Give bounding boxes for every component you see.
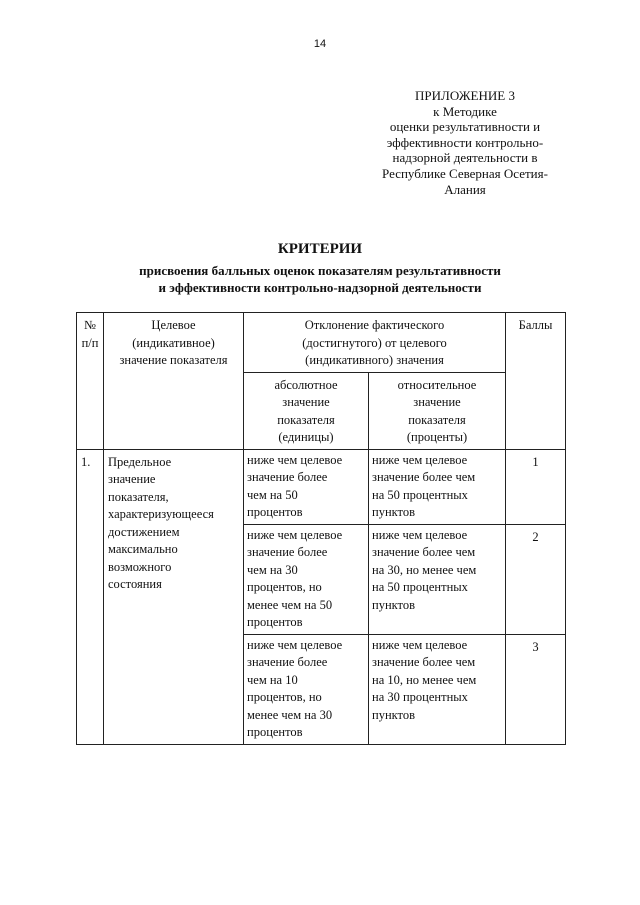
header-deviation: Отклонение фактического (достигнутого) от целевого (индикативного) значения xyxy=(244,313,506,373)
absolute-criterion: ниже чем целевое значение более чем на 30 процентов, но менее чем на 50 процентов xyxy=(244,524,369,634)
relative-criterion: ниже чем целевое значение более чем на 30, но менее чем на 50 процентных пунктов xyxy=(369,524,506,634)
indicator-cell: Предельное значение показателя, характеризующееся достижением максимально возможного состояния xyxy=(104,449,244,744)
absolute-criterion: ниже чем целевое значение более чем на 50 процентов xyxy=(244,449,369,524)
absolute-criterion: ниже чем целевое значение более чем на 10 процентов, но менее чем на 30 процентов xyxy=(244,634,369,744)
header-score: Баллы xyxy=(506,313,566,450)
document-subtitle xyxy=(60,262,580,296)
annex-line: оценки результативности и xyxy=(389,119,541,135)
page-number: 14 xyxy=(313,38,327,50)
score-value: 3 xyxy=(506,634,566,744)
annex-header xyxy=(360,88,570,197)
header-absolute: абсолютное значение показателя (единицы) xyxy=(244,372,369,449)
annex-line: надзорной деятельности в xyxy=(392,150,538,166)
annex-line: Алания xyxy=(444,181,486,197)
annex-line: к Методике xyxy=(433,103,497,119)
header-target-value: Целевое (индикативное) значение показателя xyxy=(104,313,244,450)
score-value: 2 xyxy=(506,524,566,634)
header-number: № п/п xyxy=(77,313,104,450)
annex-line: Республике Северная Осетия- xyxy=(382,165,548,181)
row-number: 1. xyxy=(77,449,104,744)
subtitle-line: и эффективности контрольно-надзорной деятельности xyxy=(158,280,482,295)
score-value: 1 xyxy=(506,449,566,524)
subtitle-line: присвоения балльных оценок показателям результативности xyxy=(139,263,501,278)
relative-criterion: ниже чем целевое значение более чем на 50 процентных пунктов xyxy=(369,449,506,524)
annex-line: эффективности контрольно- xyxy=(386,134,544,150)
header-relative: относительное значение показателя (проценты) xyxy=(369,372,506,449)
annex-line: ПРИЛОЖЕНИЕ 3 xyxy=(415,88,515,103)
relative-criterion: ниже чем целевое значение более чем на 10, но менее чем на 30 процентных пунктов xyxy=(369,634,506,744)
table-header-row xyxy=(77,313,566,373)
table-row xyxy=(77,449,566,524)
document-title: КРИТЕРИИ xyxy=(277,241,363,257)
criteria-table xyxy=(76,312,566,745)
